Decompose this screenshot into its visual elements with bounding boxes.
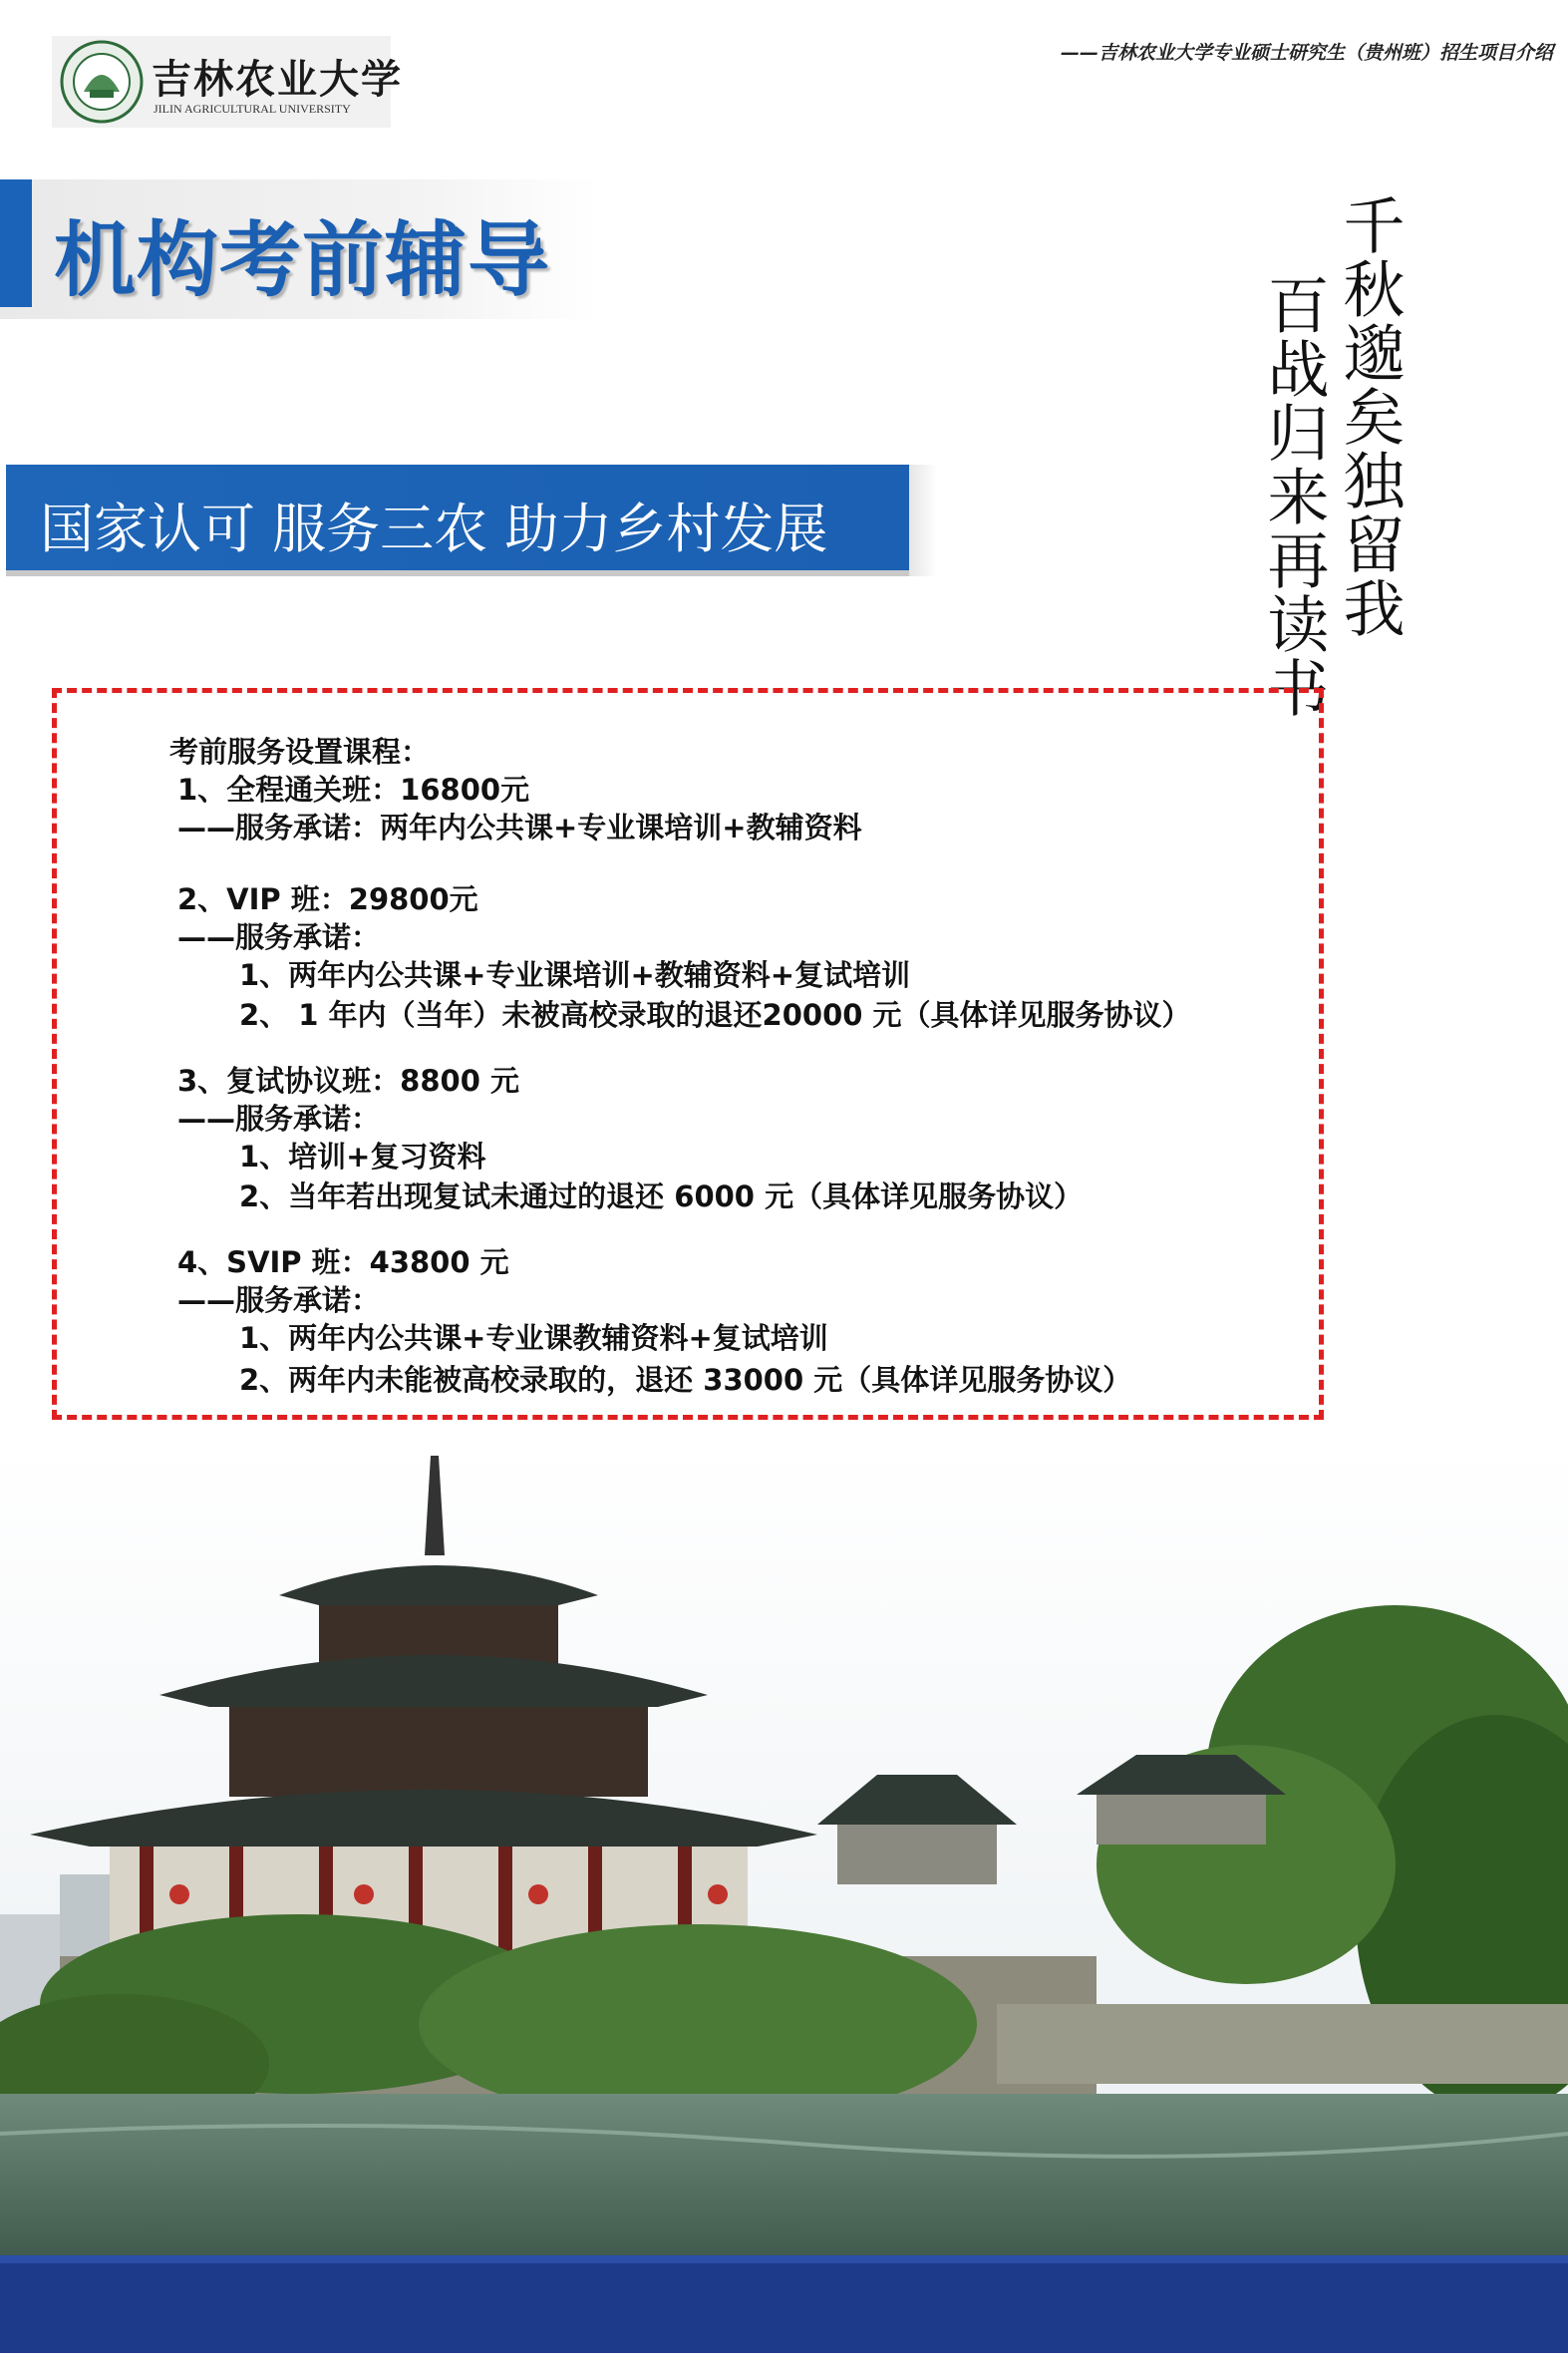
course-3-detail-1: 1、培训+复习资料 [239, 1140, 486, 1174]
course-2-detail-2: 2、 1 年内（当年）未被高校录取的退还20000 元（具体详见服务协议） [239, 998, 1191, 1032]
title-block [0, 179, 598, 319]
course-2-title: 2、VIP 班：29800元 [177, 882, 478, 916]
university-seal-icon [60, 40, 144, 124]
course-1-title: 1、全程通关班：16800元 [177, 773, 530, 807]
logo-chinese-name: 吉林农业大学 [152, 56, 403, 103]
course-3-title: 3、复试协议班：8800 元 [177, 1064, 519, 1098]
course-1-promise: ——服务承诺：两年内公共课+专业课培训+教辅资料 [177, 811, 862, 844]
course-3-detail-2: 2、当年若出现复试未通过的退还 6000 元（具体详见服务协议） [239, 1179, 1084, 1213]
slogan-banner [6, 465, 909, 570]
course-4-detail-1: 1、两年内公共课+专业课教辅资料+复试培训 [239, 1321, 828, 1355]
verse-line-2: 百战归来再读书 [1257, 273, 1330, 720]
courses-heading: 考前服务设置课程： [169, 735, 431, 769]
course-4-promise: ——服务承诺： [177, 1283, 381, 1317]
pavilion-photo [0, 1446, 1568, 2263]
verse-line-1: 千秋邈矣独留我 [1333, 193, 1406, 640]
title-accent-bar [0, 179, 32, 307]
project-note: ——吉林农业大学专业硕士研究生（贵州班）招生项目介绍 [1060, 42, 1553, 64]
course-4-title: 4、SVIP 班：43800 元 [177, 1245, 509, 1279]
slogan-text: 国家认可 服务三农 助力乡村发展 [40, 498, 828, 560]
course-2-promise: ——服务承诺： [177, 920, 381, 954]
logo-english-name: JILIN AGRICULTURAL UNIVERSITY [154, 102, 351, 116]
course-3-promise: ——服务承诺： [177, 1102, 381, 1136]
page-title: 机构考前辅导 [54, 213, 551, 308]
course-4-detail-2: 2、两年内未能被高校录取的，退还 33000 元（具体详见服务协议） [239, 1363, 1132, 1397]
footer-bar [0, 2263, 1568, 2353]
university-logo [52, 36, 403, 128]
course-2-detail-1: 1、两年内公共课+专业课培训+教辅资料+复试培训 [239, 958, 911, 992]
